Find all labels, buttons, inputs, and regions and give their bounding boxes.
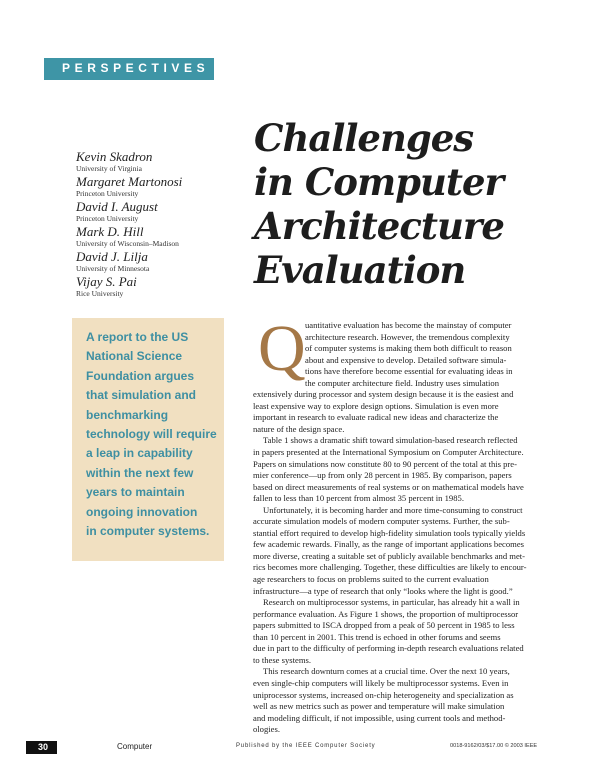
body-line: based on direct measurements of real systems or on mathematical models have xyxy=(253,481,524,492)
pull-quote-line: within the next few xyxy=(86,465,194,480)
pull-quote-line: years to maintain xyxy=(86,485,185,500)
body-line: age researchers to focus on problems suited to the current evaluation xyxy=(253,574,489,585)
author xyxy=(76,225,266,248)
author-affiliation: Princeton University xyxy=(76,214,139,223)
section-label: PERSPECTIVES xyxy=(62,61,210,75)
body-line: about and expensive to develop. Detailed software simula- xyxy=(305,354,507,365)
body-line: infrastructure—a type of research that only “looks where the light is good.” xyxy=(253,585,513,596)
title-line: in Computer xyxy=(254,160,504,204)
title-line: Architecture xyxy=(254,204,504,248)
body-line: fallen to less than 10 percent from almost 35 percent in 1985. xyxy=(253,493,464,504)
body-line: least expensive way to explore design options. Simulation is even more xyxy=(253,400,499,411)
author-name: Mark D. Hill xyxy=(76,224,144,239)
pull-quote-line: benchmarking xyxy=(86,407,169,422)
publisher-line: Published by the IEEE Computer Society xyxy=(236,743,376,749)
body-line: ologies. xyxy=(253,724,280,735)
pull-quote xyxy=(72,318,224,561)
body-line: even single-chip computers will likely be multiprocessor systems. Even in xyxy=(253,677,509,688)
author xyxy=(76,175,266,198)
pull-quote-line: National Science xyxy=(86,349,183,364)
body-line: Table 1 shows a dramatic shift toward simulation-based research reflected xyxy=(263,435,518,446)
magazine-name: Computer xyxy=(117,742,153,751)
author xyxy=(76,250,266,273)
body-line: nature of the design space. xyxy=(253,423,345,434)
author-list xyxy=(76,150,266,300)
pull-quote-line: that simulation and xyxy=(86,388,197,403)
pull-quote-line: A report to the US xyxy=(86,330,189,344)
article-body xyxy=(253,312,545,736)
page-number: 30 xyxy=(38,742,49,752)
article-title xyxy=(254,116,574,292)
body-line: well as new metrics such as power and temperature will make simulation xyxy=(253,701,505,712)
body-line: mier conference—up from only 28 percent in 1985. By comparison, papers xyxy=(253,470,512,481)
author-name: Margaret Martonosi xyxy=(76,174,183,189)
author-affiliation: University of Minnesota xyxy=(76,264,150,273)
pull-quote-line: Foundation argues xyxy=(86,368,194,383)
body-line: rics becomes more challenging. Together, these difficulties are likely to encour- xyxy=(253,562,527,573)
author-name: Kevin Skadron xyxy=(76,149,153,164)
title-line: Challenges xyxy=(254,116,474,160)
author-affiliation: Princeton University xyxy=(76,189,139,198)
body-line: papers submitted to ISCA dropped from a peak of 50 percent in 1985 to less xyxy=(253,620,515,631)
body-line: stantial effort required to develop high-fidelity simulation tools typically yields xyxy=(253,527,526,538)
title-line: Evaluation xyxy=(254,248,466,292)
copyright-code: 0018-9162/03/$17.00 © 2003 IEEE xyxy=(450,743,538,749)
author-affiliation: University of Virginia xyxy=(76,164,142,173)
body-line: Papers on simulations now constitute 80 to 90 percent of the total at this pre- xyxy=(253,458,517,469)
author-name: Vijay S. Pai xyxy=(76,274,137,289)
body-line: extensively during processor and system design because it is the easiest and xyxy=(253,389,514,400)
pull-quote-line: in computer systems. xyxy=(86,524,210,539)
body-line: of computer systems is making them both difficult to reason xyxy=(305,343,512,354)
body-line: Research on multiprocessor systems, in particular, has already hit a wall in xyxy=(263,597,520,608)
author-name: David J. Lilja xyxy=(76,249,148,264)
author xyxy=(76,275,266,298)
author xyxy=(76,200,266,223)
body-line: Unfortunately, it is becoming harder and more time-consuming to construct xyxy=(263,504,523,515)
author-affiliation: Rice University xyxy=(76,289,124,298)
body-line: than 10 percent in 2001. This trend is echoed in other forums and seems xyxy=(253,631,501,642)
body-line: This research downturn comes at a crucial time. Over the next 10 years, xyxy=(263,666,510,677)
body-line: in papers presented at the International Symposium on Computer Architecture. xyxy=(253,447,524,458)
body-line: few academic rewards. Finally, as the range of important applications becomes xyxy=(253,539,525,550)
author-affiliation: University of Wisconsin–Madison xyxy=(76,239,179,248)
body-line: uantitative evaluation has become the mainstay of computer xyxy=(305,320,512,330)
body-line: performance evaluation. As Figure 1 shows, the proportion of multiprocessor xyxy=(253,608,519,619)
body-line: to these systems. xyxy=(253,654,312,665)
body-line: architecture research. However, the tremendous complexity xyxy=(305,331,510,342)
body-line: more diverse, creating a suitable set of publicly available benchmarks and met- xyxy=(253,550,526,561)
drop-cap: Q xyxy=(258,312,306,385)
body-line: important in research to evaluate radical new ideas and characterize the xyxy=(253,412,499,423)
body-line: the computer architecture field. Industry uses simulation xyxy=(305,377,500,388)
body-line: tions have therefore become essential for evaluating ideas in xyxy=(305,366,513,377)
pull-quote-line: ongoing innovation xyxy=(86,504,198,519)
body-line: uniprocessor systems, increased on-chip heterogeneity and specialization as xyxy=(253,689,514,700)
body-line: due in part to the difficulty of performing in-depth research evaluations related xyxy=(253,643,524,654)
body-line: accurate simulation models of modern computer systems. Further, the sub- xyxy=(253,516,510,527)
author xyxy=(76,150,266,173)
pull-quote-line: technology will require xyxy=(86,427,217,442)
body-line: and modeling difficult, if not impossible, using current tools and method- xyxy=(253,712,506,723)
pull-quote-line: a leap in capability xyxy=(86,446,193,461)
author-name: David I. August xyxy=(76,199,158,214)
